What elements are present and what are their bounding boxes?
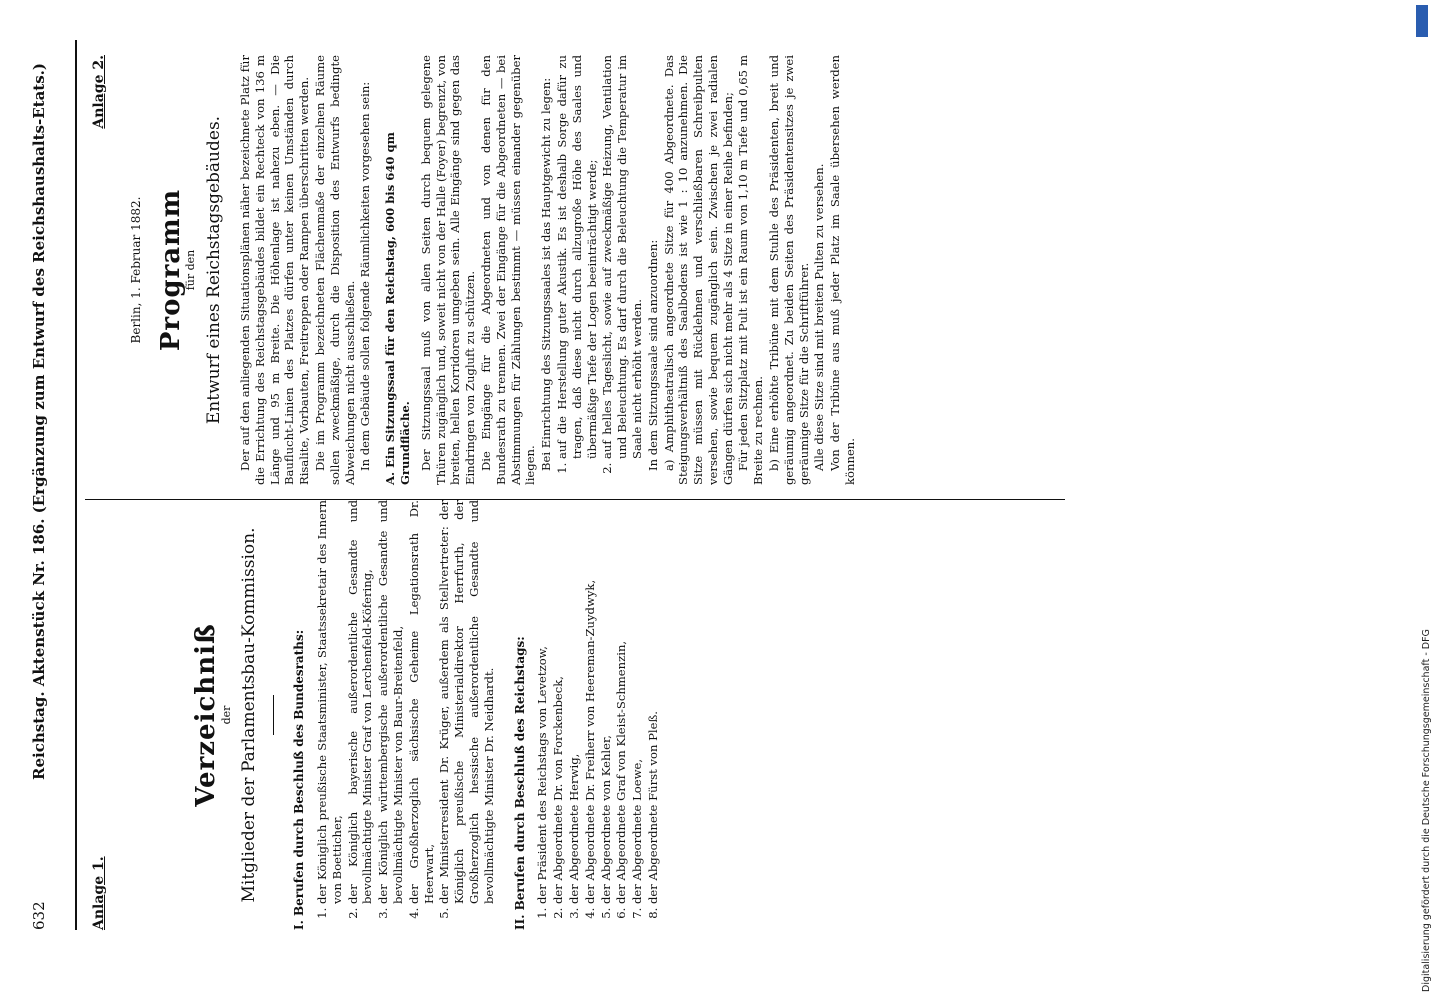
fuer-den-label: für den: [184, 249, 198, 291]
anlage-2-label: Anlage 2.: [91, 55, 107, 129]
list-item: 2. auf helles Tageslicht, sowie auf zweckmäßige Heizung, Ventilation und Beleuchtung. Es darf durch die Beleuchtung die Temperatur im Saale nicht erhöht werden.: [600, 55, 644, 459]
list-item: 3. der Abgeordnete Herwig,: [567, 500, 582, 904]
list-item: 6. der Abgeordnete Graf von Kleist-Schmenzin,: [614, 500, 629, 904]
list-item: 4. der Abgeordnete Dr. Freiherr von Heereman-Zuydwyk,: [583, 500, 598, 904]
paragraph: In dem Gebäude sollen folgende Räumlichkeiten vorgesehen sein:: [358, 81, 373, 471]
list-item: 5. der Abgeordnete von Kehler,: [599, 500, 614, 904]
paragraph: In dem Sitzungssaale sind anzuordnen:: [645, 239, 660, 471]
section-1-heading: I. Berufen durch Beschluß des Bundesraths:: [292, 629, 307, 930]
list-item: 1. der Königlich preußische Staatsminister, Staatssekretair des Innern von Boetticher,: [315, 500, 345, 904]
paragraph: a) Amphitheatralisch angeordnete Sitze für 400 Abgeordnete. Das Steigungsverhältniß des Saalbodens ist wie 1 : 10 anzunehmen. Die Sitze müssen mit Rücklehnen und verschließbaren Schreibpulten versehen, sowie bequem zugänglich sein. Zwischen je zwei radialen Gängen dürfen sich nicht mehr als 4 Sitze in einer Reihe befinden;: [661, 55, 735, 485]
page-number: 632: [30, 901, 48, 930]
section-2-list: [535, 500, 660, 930]
paragraph: b) Eine erhöhte Tribüne mit dem Stuhle des Präsidenten, breit und geräumig angeordnet. Zu beiden Seiten des Präsidentensitzes je zwei geräumige Sitze für die Schriftführer.: [767, 55, 811, 485]
list-item: 8. der Abgeordnete Fürst von Pleß.: [646, 500, 661, 904]
kommission-subtitle: Mitglieder der Parlamentsbau-Kommission.: [239, 527, 260, 903]
paragraph: Für jeden Sitzplatz mit Pult ist ein Raum von 1,10 m Tiefe und 0,65 m Breite zu rechnen.: [736, 55, 766, 485]
verzeichniss-title: Verzeichniß: [190, 623, 221, 807]
list-item: 3. der Königlich württembergische außerordentliche Gesandte und bevollmächtigte Minister von Baur-Breitenfeld,: [376, 500, 406, 904]
paragraph: Die im Programm bezeichneten Flächenmaße der einzelnen Räume sollen zweckmäßige, durch die Disposition des Entwurfs bedingte Abweichungen nicht ausschließen.: [312, 55, 357, 485]
paragraph: Bei Einrichtung des Sitzungssaales ist das Hauptgewicht zu legen:: [539, 77, 554, 471]
header-rule: [75, 40, 77, 930]
dfg-credit: Digitalisierung gefördert durch die Deutsche Forschungsgemeinschaft - DFG: [1421, 629, 1432, 992]
section-a-list: [555, 55, 645, 485]
dfg-logo-icon: [1416, 5, 1428, 37]
list-item: 1. der Präsident des Reichstags von Levetzow,: [535, 500, 550, 904]
paragraph: Von der Tribüne aus muß jeder Platz im Saale übersehen werden können.: [828, 55, 858, 485]
paragraph: Der auf den anliegenden Situationsplänen näher bezeichnete Platz für die Errichtung des Reichstagsgebäudes bildet ein Rechteck von 136 m Länge und 95 m Breite. Die Höhenlage ist nahezu eben. — Die Bauflucht-Linien des Platzes dürfen unter keinen Umständen durch Risalite, Vorbauten, Freitreppen oder Rampen überschritten werden.: [237, 55, 312, 485]
page-header: [30, 40, 64, 930]
anlage-1-label: Anlage 1.: [91, 856, 107, 930]
der-label: der: [219, 705, 233, 725]
short-rule: [273, 695, 274, 735]
left-column: [86, 500, 662, 930]
section-a-heading: A. Ein Sitzungssaal für den Reichstag, 600 bis 640 qm Grundfläche.: [383, 132, 412, 485]
program-date: Berlin, 1. Februar 1882.: [128, 196, 143, 344]
list-item: 7. der Abgeordnete Loewe,: [630, 500, 645, 904]
programm-subtitle: Entwurf eines Reichstagsgebäudes.: [204, 115, 225, 425]
programm-title: Programm: [155, 188, 186, 352]
paragraph: Der Sitzungssaal muß von allen Seiten durch bequem gelegene Thüren zugänglich und, soweit nicht von der Halle (Foyer) begrenzt, von breiten, hellen Korridoren umgeben sein. Alle Eingänge sind gegen das Eindringen von Zugluft zu schützen.: [418, 55, 478, 485]
paragraph: Alle diese Sitze sind mit breiten Pulten zu versehen.: [812, 163, 827, 471]
section-2-heading: II. Berufen durch Beschluß des Reichstags:: [512, 636, 527, 930]
list-item: 2. der Abgeordnete Dr. von Forckenbeck,: [551, 500, 566, 904]
list-item: 2. der Königlich bayerische außerordentliche Gesandte und bevollmächtigte Minister Graf von Lerchenfeld-Köfering,: [346, 500, 376, 904]
list-item: 1. auf die Herstellung guter Akustik. Es ist deshalb Sorge dafür zu tragen, daß diese nicht durch allzugroße Höhe des Saales und übermäßige Tiefe der Logen beeinträchtigt werde;: [555, 55, 599, 459]
list-item: 4. der Großherzoglich sächsische Geheime Legationsrath Dr. Heerwart,: [407, 500, 437, 904]
right-column: [86, 55, 859, 485]
section-1-list: [315, 500, 497, 930]
header-text: Reichstag. Aktenstück Nr. 186. (Ergänzung zum Entwurf des Reichshaushalts-Etats.): [30, 63, 48, 780]
paragraph: Die Eingänge für die Abgeordneten und von denen für den Bundesrath zu trennen. Zwei der Eingänge für die Abgeordneten — bei Abstimmungen für Zählungen bestimmt — müssen einander gegenüber liegen.: [478, 55, 538, 485]
list-item: 5. der Ministerresident Dr. Krüger, außerdem als Stellvertreter: der Königlich preußische Ministerialdirektor Herrfurth, der Großherzoglich hessische außerordentliche Gesandte und bevollmächtigte Minister Dr. Neidhardt.: [437, 500, 496, 904]
